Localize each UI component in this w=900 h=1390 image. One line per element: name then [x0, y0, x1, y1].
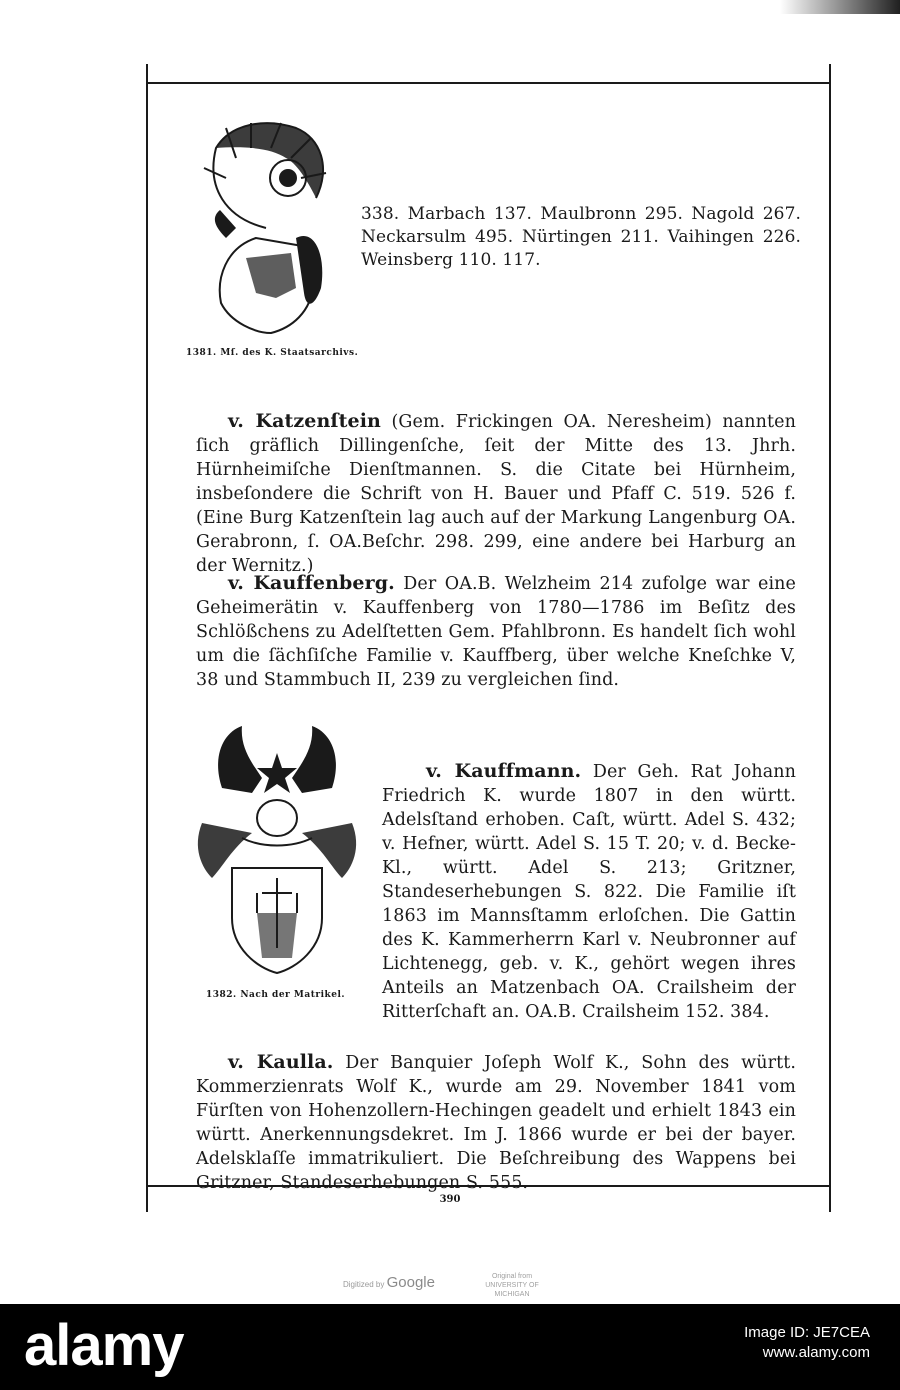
- figure-caption-1382: 1382. Nach der Matrikel.: [206, 990, 346, 1000]
- entry-katzenstein-name: v. Katzenſtein: [228, 410, 381, 432]
- original-from-label: [470, 1272, 554, 1299]
- entry-kaulla-text: Der Banquier Joſeph Wolf K., Sohn des württ. Kommerzienrats Wolf K., wurde am 29. November 1841 vom Fürſten von Hohenzollern-Hechingen geadelt und erhielt 1843 ein württ. Anerkennungsdekret. Im J. 1866 wurde er bei der bayer. Adelsklaſſe immatrikuliert. Die Beſchreibung des Wappens bei Gritzner, Standeserhebungen S. 555.: [196, 1053, 796, 1193]
- entry-katzenstein-text: (Gem. Frickingen OA. Neresheim) nannten ſich gräflich Dillingenſche, ſeit der Mitte des 13. Jhrh. Hürnheimiſche Dienſtmannen. S. die Citate bei Hürnheim, insbeſondere die Schrift von H. Bauer und Pfaff C. 519. 526 f. (Eine Burg Katzenſtein lag auch auf der Markung Langenburg OA. Gerabronn, ſ. OA.Beſchr. 298. 299, eine andere bei Harburg an der Wernitz.): [196, 412, 796, 576]
- digitized-prefix: Digitized by: [343, 1280, 385, 1289]
- google-wordmark: Google: [386, 1274, 435, 1291]
- alamy-logo: alamy: [24, 1313, 184, 1378]
- alamy-image-info: [744, 1323, 870, 1363]
- entry-kauffenberg: [196, 571, 796, 692]
- entry-kauffenberg-name: v. Kauffenberg.: [228, 572, 395, 594]
- alamy-url: www.alamy.com: [762, 1344, 870, 1361]
- frame-top-rule: [146, 82, 830, 84]
- digitized-by-google: [343, 1274, 435, 1291]
- original-from-line1: Original from: [491, 1273, 533, 1280]
- frame-left-rule: [146, 64, 148, 1212]
- entry-kaulla-name: v. Kaulla.: [228, 1051, 334, 1073]
- entry-marbach-text: 338. Marbach 137. Maulbronn 295. Nagold 267. Neckarsulm 495. Nürtingen 211. Vaihingen 226. Weinsberg 110. 117.: [361, 204, 801, 270]
- entry-kauffmann-text: Der Geh. Rat Johann Friedrich K. wurde 1807 in den württ. Adelsſtand erhoben. Caſt, württ. Adel S. 432; v. Hefner, württ. Adel S. 15 T. 20; v. d. Becke-Kl., württ. Adel S. 213; Gritzner, Standeserhebungen S. 822. Die Familie iſt 1863 im Mannsſtamm erloſchen. Die Gattin des K. Kammerherrn Karl v. Neubronner auf Lichtenegg, geb. v. K., gehört wegen ihres Anteils an Matzenbach OA. Crailsheim der Ritterſchaft an. OA.B. Crailsheim 152. 384.: [382, 762, 796, 1022]
- figure-caption-1381: 1381. Mſ. des K. Staatsarchivs.: [186, 348, 359, 358]
- frame-right-rule: [829, 64, 831, 1212]
- coat-of-arms-1382: [192, 718, 362, 978]
- original-from-line2: UNIVERSITY OF MICHIGAN: [485, 1282, 539, 1298]
- entry-katzenstein: [196, 409, 796, 578]
- coat-of-arms-1381: [196, 118, 336, 338]
- entry-kauffmann-name: v. Kauffmann.: [426, 760, 582, 782]
- entry-kaulla: [196, 1050, 796, 1195]
- alamy-image-id: Image ID: JE7CEA: [744, 1324, 870, 1341]
- entry-kauffmann: [382, 759, 796, 1024]
- page-number: 390: [439, 1194, 461, 1205]
- entry-kauffenberg-text: Der OA.B. Welzheim 214 zufolge war eine Geheimerätin v. Kauffenberg von 1780—1786 im Beſitz des Schlößchens zu Adelſtetten Gem. Pfahlbronn. Es handelt ſich wohl um die ſächſiſche Familie v. Kauffberg, über welche Kneſchke V, 38 und Stammbuch II, 239 zu vergleichen ſind.: [196, 574, 796, 690]
